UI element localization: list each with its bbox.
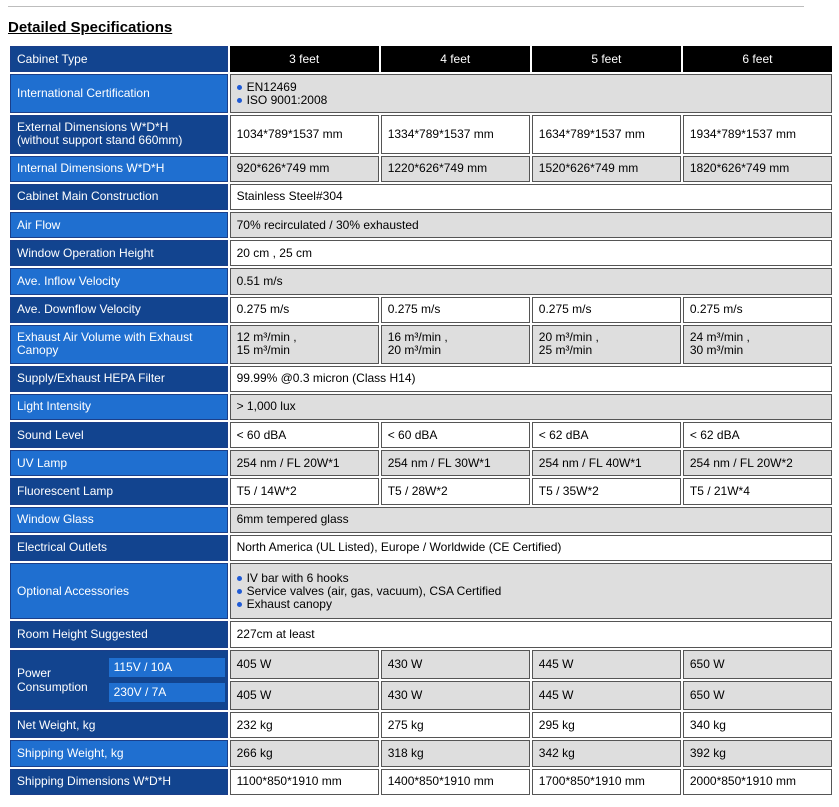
table-row — [10, 563, 832, 620]
spec-value: 0.275 m/s — [381, 297, 530, 323]
page-title: Detailed Specifications — [8, 19, 173, 36]
row-label-text: External Dimensions W*D*H — [17, 120, 169, 135]
spec-value: T5 / 21W*4 — [683, 478, 832, 504]
specifications-body — [10, 46, 832, 795]
spec-value: 0.275 m/s — [532, 297, 681, 323]
spec-value: T5 / 14W*2 — [230, 478, 379, 504]
row-label-text: UV Lamp — [17, 455, 68, 470]
column-header: 5 feet — [532, 46, 681, 72]
table-row — [10, 184, 832, 210]
spec-value: 99.99% @0.3 micron (Class H14) — [230, 366, 832, 392]
row-label — [10, 769, 228, 795]
row-label — [10, 212, 228, 238]
spec-value: 392 kg — [683, 740, 832, 766]
power-label-text — [11, 666, 109, 694]
spec-value: 340 kg — [683, 712, 832, 738]
row-label-text: Sound Level — [17, 427, 84, 442]
spec-value: 1034*789*1537 mm — [230, 115, 379, 154]
spec-value: 254 nm / FL 40W*1 — [532, 450, 681, 476]
spec-value: North America (UL Listed), Europe / Worldwide (CE Certified) — [230, 535, 832, 561]
spec-value — [683, 325, 832, 364]
spec-value: 1220*626*749 mm — [381, 156, 530, 182]
table-row — [10, 325, 832, 364]
table-row — [10, 478, 832, 504]
table-row — [10, 535, 832, 561]
spec-value — [230, 563, 832, 620]
row-label — [10, 478, 228, 504]
spec-value-line: 12 m³/min , — [236, 330, 297, 345]
column-header: 6 feet — [683, 46, 832, 72]
bullet-item: EN12469 — [237, 81, 825, 94]
spec-value-line: 16 m³/min , — [387, 330, 448, 345]
table-row — [10, 366, 832, 392]
power-label-line: Consumption — [17, 679, 88, 694]
row-label — [10, 422, 228, 448]
spec-value: 0.275 m/s — [683, 297, 832, 323]
row-label-text: Ave. Downflow Velocity — [17, 302, 141, 317]
row-label — [10, 366, 228, 392]
spec-value: 430 W — [381, 681, 530, 710]
spec-value: < 62 dBA — [683, 422, 832, 448]
spec-value: 232 kg — [230, 712, 379, 738]
row-label — [10, 184, 228, 210]
row-label: Cabinet Type — [10, 46, 228, 72]
spec-value-line: 24 m³/min , — [689, 330, 750, 345]
spec-value: 2000*850*1910 mm — [683, 769, 832, 795]
table-row — [10, 115, 832, 154]
row-label-text: Ave. Inflow Velocity — [17, 274, 121, 289]
table-row — [10, 240, 832, 266]
spec-value: 1700*850*1910 mm — [532, 769, 681, 795]
column-header: 3 feet — [230, 46, 379, 72]
spec-value: 405 W — [230, 681, 379, 710]
row-label-text: International Certification — [17, 86, 150, 101]
table-row — [10, 268, 832, 294]
table-row — [10, 297, 832, 323]
row-label-text: Internal Dimensions W*D*H — [17, 161, 165, 176]
spec-value: 70% recirculated / 30% exhausted — [230, 212, 832, 238]
row-label-text: Net Weight, kg — [17, 717, 96, 732]
table-row — [10, 450, 832, 476]
row-label — [10, 450, 228, 476]
spec-value — [381, 325, 530, 364]
spec-value: < 60 dBA — [381, 422, 530, 448]
spec-value: 254 nm / FL 20W*2 — [683, 450, 832, 476]
header-row — [10, 46, 832, 72]
row-label — [10, 535, 228, 561]
spec-value: 0.275 m/s — [230, 297, 379, 323]
bullet-list — [237, 81, 825, 107]
row-label — [10, 297, 228, 323]
bullet-list — [237, 572, 825, 611]
row-label-text: Exhaust Air Volume with Exhaust — [17, 330, 193, 345]
spec-value: 275 kg — [381, 712, 530, 738]
row-label — [10, 268, 228, 294]
row-label-text: Window Operation Height — [17, 245, 154, 260]
spec-value — [230, 325, 379, 364]
spec-value: 342 kg — [532, 740, 681, 766]
spec-value: < 60 dBA — [230, 422, 379, 448]
spec-value: 445 W — [532, 650, 681, 679]
spec-value: Stainless Steel#304 — [230, 184, 832, 210]
spec-value: T5 / 28W*2 — [381, 478, 530, 504]
spec-value: 227cm at least — [230, 621, 832, 647]
voltage-list — [109, 658, 225, 702]
spec-value: 20 cm , 25 cm — [230, 240, 832, 266]
row-label — [10, 563, 228, 620]
spec-value: < 62 dBA — [532, 422, 681, 448]
row-label-text: Shipping Dimensions W*D*H — [17, 774, 172, 789]
row-label — [10, 115, 228, 154]
bullet-item: Service valves (air, gas, vacuum), CSA Certified — [237, 585, 825, 598]
table-row — [10, 740, 832, 766]
spec-value: T5 / 35W*2 — [532, 478, 681, 504]
spec-value: 0.51 m/s — [230, 268, 832, 294]
spec-value-line: 25 m³/min — [538, 343, 593, 358]
spec-value: 1520*626*749 mm — [532, 156, 681, 182]
spec-value — [532, 325, 681, 364]
spec-value: 295 kg — [532, 712, 681, 738]
bullet-item: IV bar with 6 hooks — [237, 572, 825, 585]
spec-value: 1100*850*1910 mm — [230, 769, 379, 795]
spec-value: 266 kg — [230, 740, 379, 766]
row-label-text: Shipping Weight, kg — [17, 746, 124, 761]
spec-value: 1820*626*749 mm — [683, 156, 832, 182]
row-label-text: Supply/Exhaust HEPA Filter — [17, 371, 165, 386]
table-row — [10, 712, 832, 738]
table-row — [10, 212, 832, 238]
spec-value-line: 30 m³/min — [689, 343, 744, 358]
spec-value — [230, 74, 832, 113]
row-label-text: Window Glass — [17, 512, 94, 527]
row-label-text: Optional Accessories — [17, 583, 130, 598]
row-label-text: Room Height Suggested — [17, 627, 148, 642]
spec-value: 318 kg — [381, 740, 530, 766]
power-consumption-label — [10, 650, 228, 711]
spec-value: 1400*850*1910 mm — [381, 769, 530, 795]
bullet-item: Exhaust canopy — [237, 598, 825, 611]
spec-value: 430 W — [381, 650, 530, 679]
spec-value: 920*626*749 mm — [230, 156, 379, 182]
row-label-text: Light Intensity — [17, 399, 92, 414]
spec-value: 254 nm / FL 30W*1 — [381, 450, 530, 476]
row-label — [10, 507, 228, 533]
table-row — [10, 769, 832, 795]
power-label-line: Power — [17, 665, 52, 680]
row-label-text: Electrical Outlets — [17, 540, 108, 555]
voltage-label: 230V / 7A — [109, 683, 225, 702]
table-row — [10, 621, 832, 647]
power-label-group — [11, 651, 225, 710]
row-label-subtext: (without support stand 660mm) — [17, 133, 183, 148]
bullet-item: ISO 9001:2008 — [237, 94, 825, 107]
table-row — [10, 507, 832, 533]
table-row — [10, 74, 832, 113]
power-row — [10, 650, 832, 679]
row-label — [10, 712, 228, 738]
table-row — [10, 422, 832, 448]
spec-value: 1934*789*1537 mm — [683, 115, 832, 154]
top-divider — [8, 6, 804, 7]
spec-value: 650 W — [683, 650, 832, 679]
row-label — [10, 156, 228, 182]
row-label — [10, 394, 228, 420]
row-label — [10, 74, 228, 113]
spec-value-line: 20 m³/min — [387, 343, 442, 358]
spec-value: 405 W — [230, 650, 379, 679]
specifications-table — [8, 44, 834, 797]
row-label-subtext: Canopy — [17, 343, 59, 358]
row-label — [10, 325, 228, 364]
spec-value: 6mm tempered glass — [230, 507, 832, 533]
spec-value: 254 nm / FL 20W*1 — [230, 450, 379, 476]
spec-value-line: 15 m³/min — [236, 343, 290, 358]
voltage-label: 115V / 10A — [109, 658, 225, 677]
table-row — [10, 394, 832, 420]
row-label-text: Fluorescent Lamp — [17, 483, 114, 498]
row-label — [10, 740, 228, 766]
spec-value: 1334*789*1537 mm — [381, 115, 530, 154]
spec-value: > 1,000 lux — [230, 394, 832, 420]
row-label-text: Cabinet Main Construction — [17, 189, 159, 204]
row-label — [10, 621, 228, 647]
spec-value: 445 W — [532, 681, 681, 710]
row-label — [10, 240, 228, 266]
spec-value: 650 W — [683, 681, 832, 710]
table-row — [10, 156, 832, 182]
row-label-text: Air Flow — [17, 217, 61, 232]
spec-value: 1634*789*1537 mm — [532, 115, 681, 154]
spec-value-line: 20 m³/min , — [538, 330, 599, 345]
column-header: 4 feet — [381, 46, 530, 72]
